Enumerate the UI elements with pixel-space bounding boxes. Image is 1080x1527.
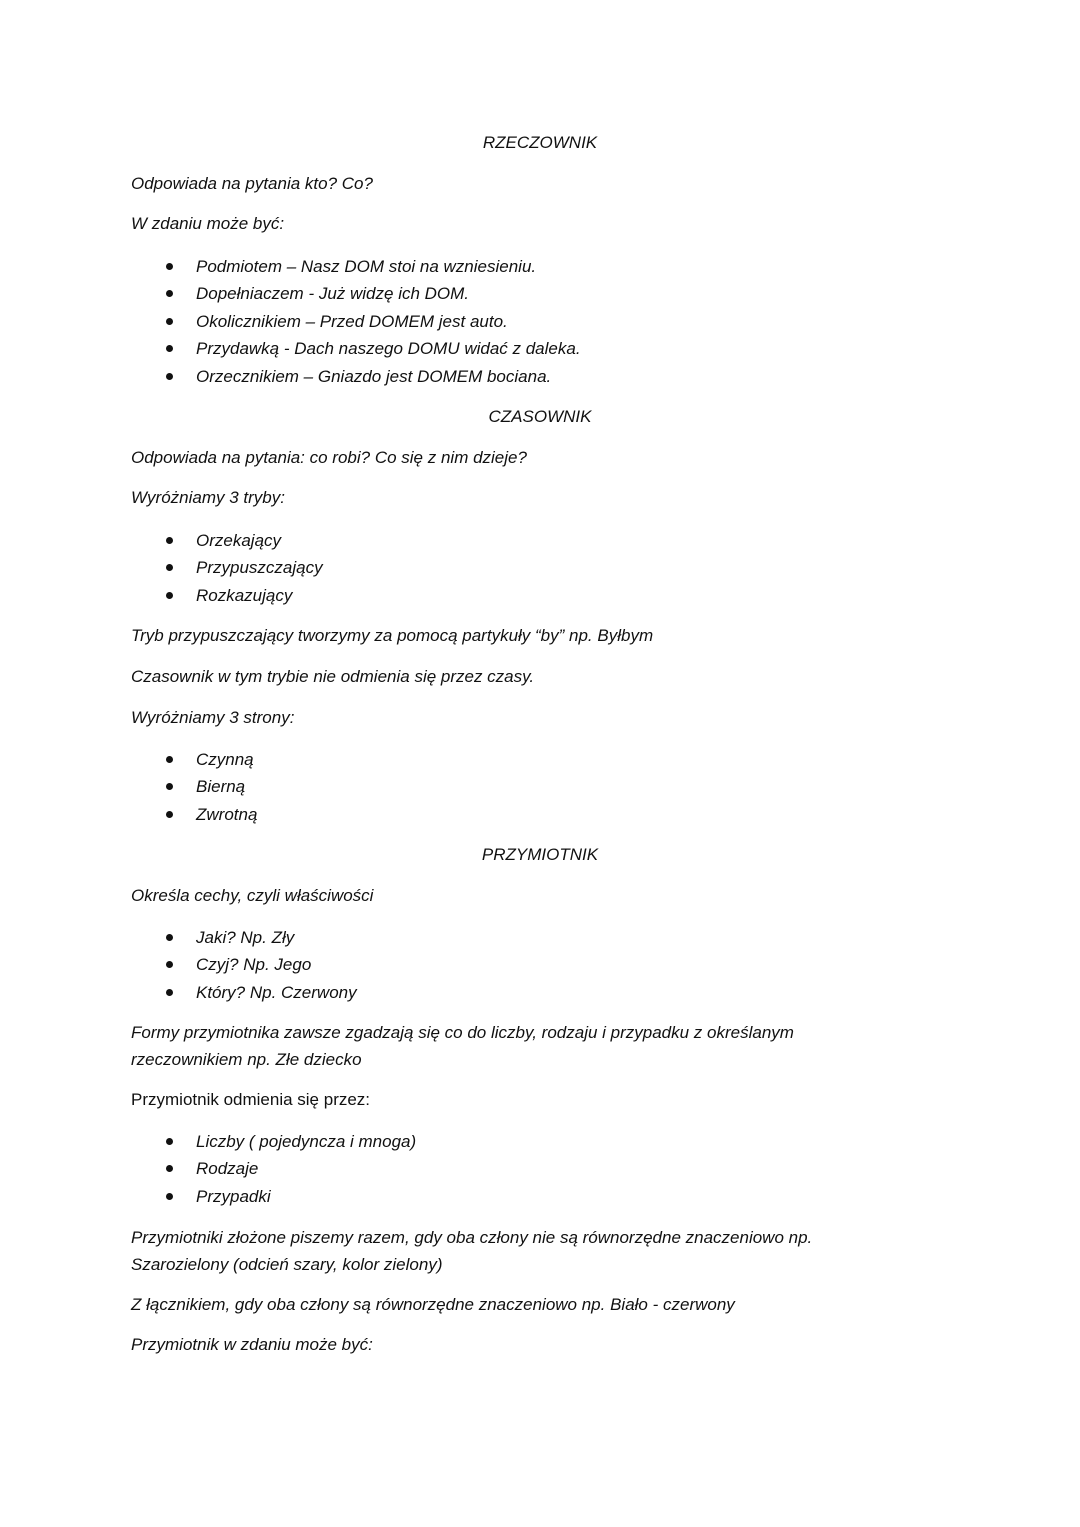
list-item: Czynną (131, 746, 257, 773)
bullet-icon (166, 345, 173, 352)
list-item: Przypuszczający (131, 554, 323, 581)
paragraph: Określa cechy, czyli właściwości (131, 886, 374, 905)
bullet-icon (166, 989, 173, 996)
list-item: Bierną (131, 773, 257, 800)
bullet-list-strony (131, 746, 257, 828)
list-item: Dopełniaczem - Już widzę ich DOM. (131, 280, 581, 307)
bullet-icon (166, 934, 173, 941)
bullet-icon (166, 537, 173, 544)
paragraph: Odpowiada na pytania kto? Co? (131, 174, 373, 193)
bullet-list-rzeczownik (131, 253, 581, 390)
paragraph: Czasownik w tym trybie nie odmienia się przez czasy. (131, 667, 535, 686)
list-item: Rozkazujący (131, 582, 323, 609)
list-item: Czyj? Np. Jego (131, 951, 357, 978)
list-item: Rodzaje (131, 1155, 416, 1182)
paragraph: Odpowiada na pytania: co robi? Co się z nim dzieje? (131, 448, 527, 467)
list-item: Zwrotną (131, 801, 257, 828)
section-heading-rzeczownik: RZECZOWNIK (482, 133, 598, 152)
list-item: Podmiotem – Nasz DOM stoi na wzniesieniu. (131, 253, 581, 280)
bullet-icon (166, 1138, 173, 1145)
bullet-icon (166, 592, 173, 599)
bullet-icon (166, 263, 173, 270)
bullet-icon (166, 1165, 173, 1172)
bullet-icon (166, 1193, 173, 1200)
section-heading-czasownik: CZASOWNIK (488, 407, 592, 426)
bullet-icon (166, 783, 173, 790)
list-item: Liczby ( pojedyncza i mnoga) (131, 1128, 416, 1155)
paragraph: Przymiotniki złożone piszemy razem, gdy oba człony nie są równorzędne znaczeniowo np. Szarozielony (odcień szary, kolor zielony) (131, 1228, 813, 1274)
paragraph: Wyróżniamy 3 tryby: (131, 488, 285, 507)
list-item: Okolicznikiem – Przed DOMEM jest auto. (131, 308, 581, 335)
list-item: Który? Np. Czerwony (131, 979, 357, 1006)
paragraph: Wyróżniamy 3 strony: (131, 708, 295, 727)
paragraph: Z łącznikiem, gdy oba człony są równorzędne znaczeniowo np. Biało - czerwony (131, 1295, 735, 1314)
paragraph: Tryb przypuszczający tworzymy za pomocą partykuły “by” np. Byłbym (131, 626, 654, 645)
list-item: Przydawką - Dach naszego DOMU widać z daleka. (131, 335, 581, 362)
bullet-icon (166, 756, 173, 763)
paragraph: W zdaniu może być: (131, 214, 285, 233)
bullet-list-pytania (131, 924, 357, 1006)
section-heading-przymiotnik: PRZYMIOTNIK (481, 845, 599, 864)
bullet-icon (166, 961, 173, 968)
list-item: Przypadki (131, 1183, 416, 1210)
bullet-list-tryby (131, 527, 323, 609)
paragraph: Przymiotnik odmienia się przez: (131, 1090, 371, 1109)
bullet-icon (166, 318, 173, 325)
paragraph: Formy przymiotnika zawsze zgadzają się co do liczby, rodzaju i przypadku z określanym rzeczownikiem np. Złe dziecko (131, 1023, 794, 1069)
bullet-icon (166, 811, 173, 818)
bullet-icon (166, 290, 173, 297)
paragraph: Przymiotnik w zdaniu może być: (131, 1335, 373, 1354)
bullet-icon (166, 373, 173, 380)
list-item: Jaki? Np. Zły (131, 924, 357, 951)
bullet-icon (166, 564, 173, 571)
list-item: Orzecznikiem – Gniazdo jest DOMEM bociana. (131, 363, 581, 390)
list-item: Orzekający (131, 527, 323, 554)
bullet-list-odmiana (131, 1128, 416, 1210)
